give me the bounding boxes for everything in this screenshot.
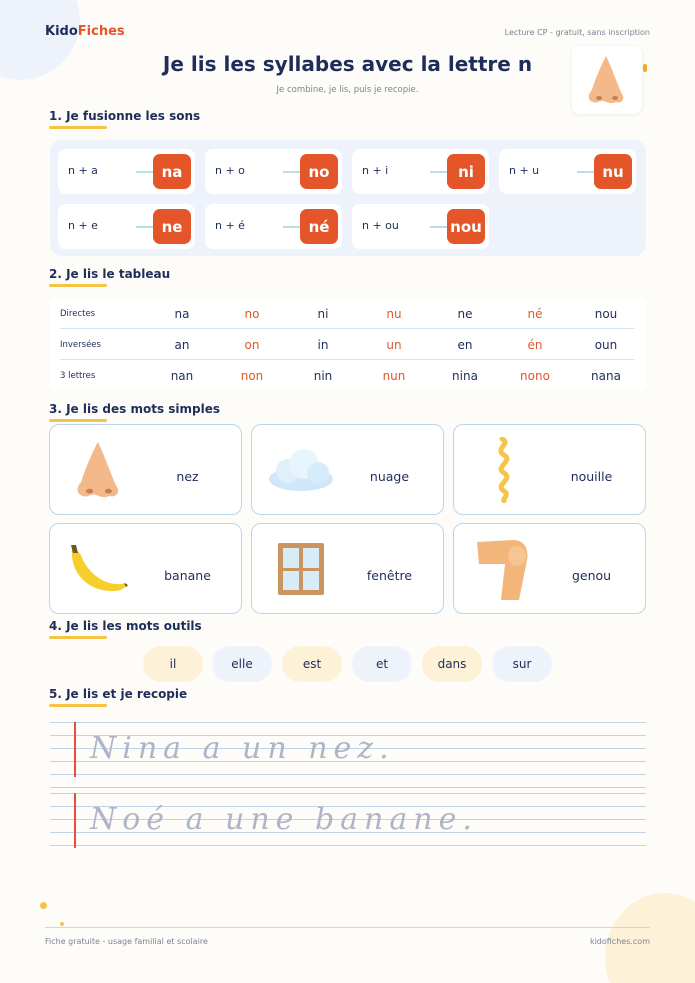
fusion-label: n + e [68,219,98,232]
table-cell: ni [317,307,329,321]
noodle-icon [488,437,518,503]
fusion-result: ne [153,209,191,244]
tool-word-pill: il [143,646,203,682]
row-label: Inversées [60,340,101,350]
table-cell: én [527,338,543,352]
window-icon [276,541,326,597]
fusion-item [499,149,636,194]
table-cell: an [174,338,190,352]
table-row [60,360,635,391]
table-cell: non [240,369,264,383]
fusion-item [352,149,489,194]
table-cell: nin [313,369,333,383]
section-4-title: 4. Je lis les mots outils [49,619,202,633]
fusion-result: na [153,154,191,189]
fusion-label: n + o [215,164,245,177]
word-card [251,424,444,515]
copy-sentence: Nina a un nez. [90,731,395,766]
fusion-result: nou [447,209,485,244]
row-label: Directes [60,309,96,319]
fusion-item [58,204,195,249]
fusion-item [205,204,342,249]
word-label: nuage [369,469,410,484]
fusion-label: n + u [509,164,540,177]
table-cell: ne [457,307,473,321]
table-cell: on [244,338,260,352]
copy-sentence: Noé a une banane. [90,802,478,837]
table-cell: un [386,338,402,352]
word-card [453,523,646,614]
decorative-marker [643,64,647,72]
word-label: nez [176,469,199,484]
table-cell: nina [452,369,478,383]
word-label: fenêtre [366,568,413,583]
margin-line [74,793,76,848]
brand-logo [45,24,125,39]
page-title: Je lis les syllabes avec la lettre n [162,52,533,76]
table-cell: no [244,307,260,321]
word-label: banane [164,568,211,583]
fusion-label: n + i [362,164,389,177]
fusion-item [58,149,195,194]
table-cell: na [174,307,190,321]
word-card [453,424,646,515]
word-card [49,523,242,614]
title-illustration-card [572,46,642,114]
table-cell: in [317,338,329,352]
nose-icon [584,54,630,106]
section-2-title: 2. Je lis le tableau [49,267,171,281]
section-5-title: 5. Je lis et je recopie [49,687,188,701]
table-row [60,329,635,360]
fusion-result: né [300,209,338,244]
table-cell: nou [594,307,618,321]
table-cell: nana [591,369,621,383]
tool-word-pill: et [352,646,412,682]
cloud-icon [266,447,336,493]
page-subtitle: Je combine, je lis, puis je recopie. [276,85,419,95]
nose-icon [72,439,126,501]
tool-word-pill: sur [492,646,552,682]
table-cell: oun [594,338,618,352]
decorative-dot [40,902,47,909]
syllable-table [50,298,646,390]
word-card [251,523,444,614]
tool-word-pill: elle [212,646,272,682]
section-3-title: 3. Je lis des mots simples [49,402,221,416]
margin-line [74,722,76,777]
fusion-label: n + ou [362,219,399,232]
brand-part-2: Fiches [77,24,125,39]
section-1-title: 1. Je fusionne les sons [49,109,201,123]
word-card [49,424,242,515]
table-cell: en [457,338,473,352]
word-label: nouille [570,469,613,484]
table-cell: nun [382,369,406,383]
banana-icon [66,541,132,597]
footer-divider [45,927,650,928]
footer-website: kidofiches.com [589,937,650,946]
table-row [60,298,635,329]
fusion-item [352,204,489,249]
brand-part-1: Kido [45,24,78,39]
fusion-result: nu [594,154,632,189]
row-label: 3 lettres [60,371,96,381]
tool-word-pill: est [282,646,342,682]
word-label: genou [571,568,612,583]
fusion-item [205,149,342,194]
fusion-label: n + é [215,219,245,232]
table-cell: nono [520,369,550,383]
table-cell: nan [170,369,194,383]
fusion-panel [50,140,646,256]
knee-icon [473,536,533,602]
fusion-label: n + a [68,164,98,177]
table-cell: né [527,307,543,321]
top-note: Lecture CP - gratuit, sans inscription [504,28,650,37]
footer-note: Fiche gratuite - usage familial et scolaire [45,937,208,946]
fusion-result: no [300,154,338,189]
fusion-result: ni [447,154,485,189]
tool-word-pill: dans [422,646,482,682]
decorative-dot [60,922,64,926]
table-cell: nu [386,307,402,321]
